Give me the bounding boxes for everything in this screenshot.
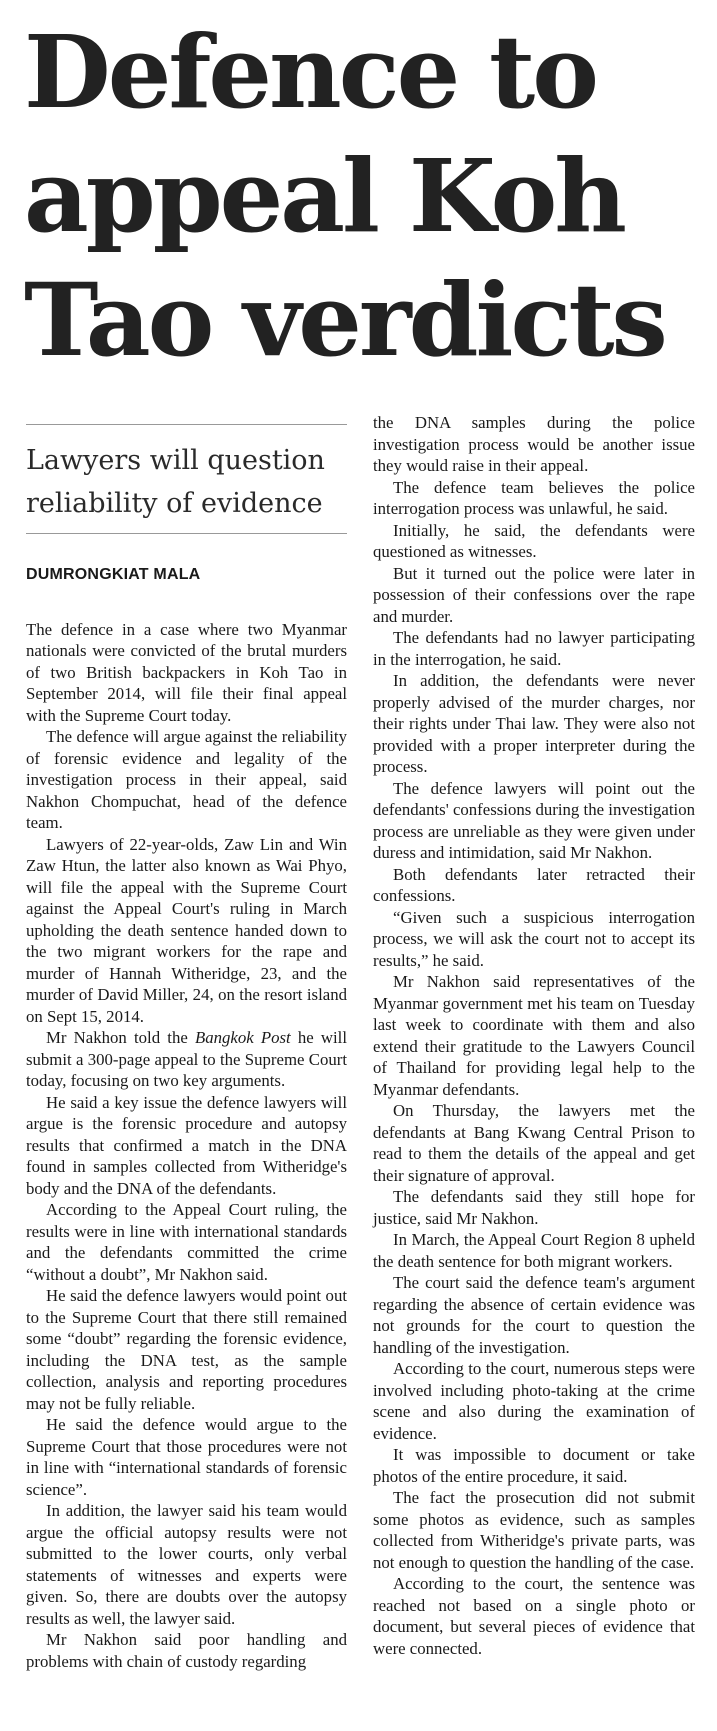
paragraph: The defence in a case where two Myanmar nationals were convicted of the brutal murders of two British backpackers in Koh Tao in September 2014, will file their final appeal with the Supreme Court today. — [26, 619, 347, 725]
paragraph-text: Mr Nakhon told the — [46, 1028, 195, 1047]
paragraph-text: he will submit a 300-page appeal to the Supreme Court today, focusing on two key arguments. — [26, 1028, 348, 1090]
paragraph: In March, the Appeal Court Region 8 upheld the death sentence for both migrant workers. — [373, 1230, 695, 1271]
paragraph: The fact the prosecution did not submit some photos as evidence, such as samples collected from Witheridge's private parts, was not enough to question the handling of the case. — [373, 1488, 695, 1572]
byline: DUMRONGKIAT MALA — [26, 566, 201, 583]
paragraph: Lawyers of 22-year-olds, Zaw Lin and Win Zaw Htun, the latter also known as Wai Phyo, will file the appeal with the Supreme Court against the Appeal Court's ruling in March upholding the death sentence handed down to the two migrant workers for the rape and murder of Hannah Witheridge, 23, and the murder of David Miller, 24, on the resort island on Sept 15, 2014. — [26, 834, 347, 1026]
paragraph: The defence will argue against the reliability of forensic evidence and legality of the investigation process in their appeal, said Nakhon Chompuchat, head of the defence team. — [26, 727, 347, 832]
paragraph: Initially, he said, the defendants were questioned as witnesses. — [373, 520, 695, 561]
publication-name: Bangkok Post — [194, 1028, 291, 1047]
paragraph: According to the court, numerous steps were involved including photo-taking at the crime scene and also during the examination of evidence. — [373, 1359, 695, 1443]
paragraph: It was impossible to document or take photos of the entire procedure, it said. — [373, 1445, 695, 1486]
paragraph: Mr Nakhon said representatives of the Myanmar government met his team on Tuesday last week to coordinate with them and also extend their gratitude to the Lawyers Council of Thailand for providing legal help to the Myanmar defendants. — [373, 972, 695, 1099]
paragraph: the DNA samples during the police investigation process would be another issue they would raise in their appeal. — [373, 413, 695, 475]
paragraph: According to the Appeal Court ruling, the results were in line with international standards and the defendants committed the crime “without a doubt”, Mr Nakhon said. — [26, 1200, 347, 1284]
paragraph: He said the defence would argue to the Supreme Court that those procedures were not in line with “international standards of forensic science”. — [26, 1415, 347, 1499]
paragraph: He said the defence lawyers would point out to the Supreme Court that there still remained some “doubt” regarding the forensic evidence, including the DNA test, as the sample collection, analysis and reporting procedures may not be fully reliable. — [26, 1286, 347, 1413]
deck-box — [26, 424, 347, 534]
paragraph: The court said the defence team's argument regarding the absence of certain evidence was not grounds for the court to question the handling of the investigation. — [373, 1273, 695, 1357]
right-column — [373, 412, 695, 1659]
paragraph: But it turned out the police were later in possession of their confessions over the rape and murder. — [373, 563, 695, 626]
paragraph: “Given such a suspicious interrogation process, we will ask the court not to accept its results,” he said. — [373, 907, 695, 970]
paragraph: In addition, the lawyer said his team would argue the official autopsy results were not submitted to the lower courts, only verbal statements of witnesses and experts were given. So, there are doubts over the autopsy results as well, the lawyer said. — [26, 1501, 347, 1628]
paragraph: On Thursday, the lawyers met the defendants at Bang Kwang Central Prison to read to them the details of the appeal and get their signature of approval. — [373, 1101, 695, 1185]
paragraph: The defendants had no lawyer participating in the interrogation, he said. — [373, 628, 695, 669]
left-column — [26, 412, 347, 1672]
paragraph: According to the court, the sentence was reached not based on a single photo or document, but several pieces of evidence that were connected. — [373, 1574, 695, 1658]
paragraph: Both defendants later retracted their confessions. — [373, 864, 695, 905]
paragraph-bangkok-post — [26, 1027, 347, 1092]
paragraph: Mr Nakhon said poor handling and problems with chain of custody regarding — [26, 1630, 347, 1671]
paragraph: The defendants said they still hope for justice, said Mr Nakhon. — [373, 1187, 695, 1228]
paragraph: In addition, the defendants were never properly advised of the murder charges, nor their rights under Thai law. They were also not provided with a proper interpreter during the process. — [373, 671, 695, 776]
paragraph: The defence lawyers will point out the defendants' confessions during the investigation process are unreliable as they were given under duress and intimidation, said Mr Nakhon. — [373, 778, 695, 862]
paragraph: The defence team believes the police interrogation process was unlawful, he said. — [373, 477, 695, 518]
paragraph: He said a key issue the defence lawyers will argue is the forensic procedure and autopsy results that confirmed a match in the DNA found in samples collected from Witheridge's body and the DNA of the defendants. — [26, 1092, 347, 1198]
deck-subheadline: Lawyers will question reliability of evidence — [26, 445, 325, 519]
headline: Defence to appeal Koh Tao verdicts — [24, 13, 665, 379]
